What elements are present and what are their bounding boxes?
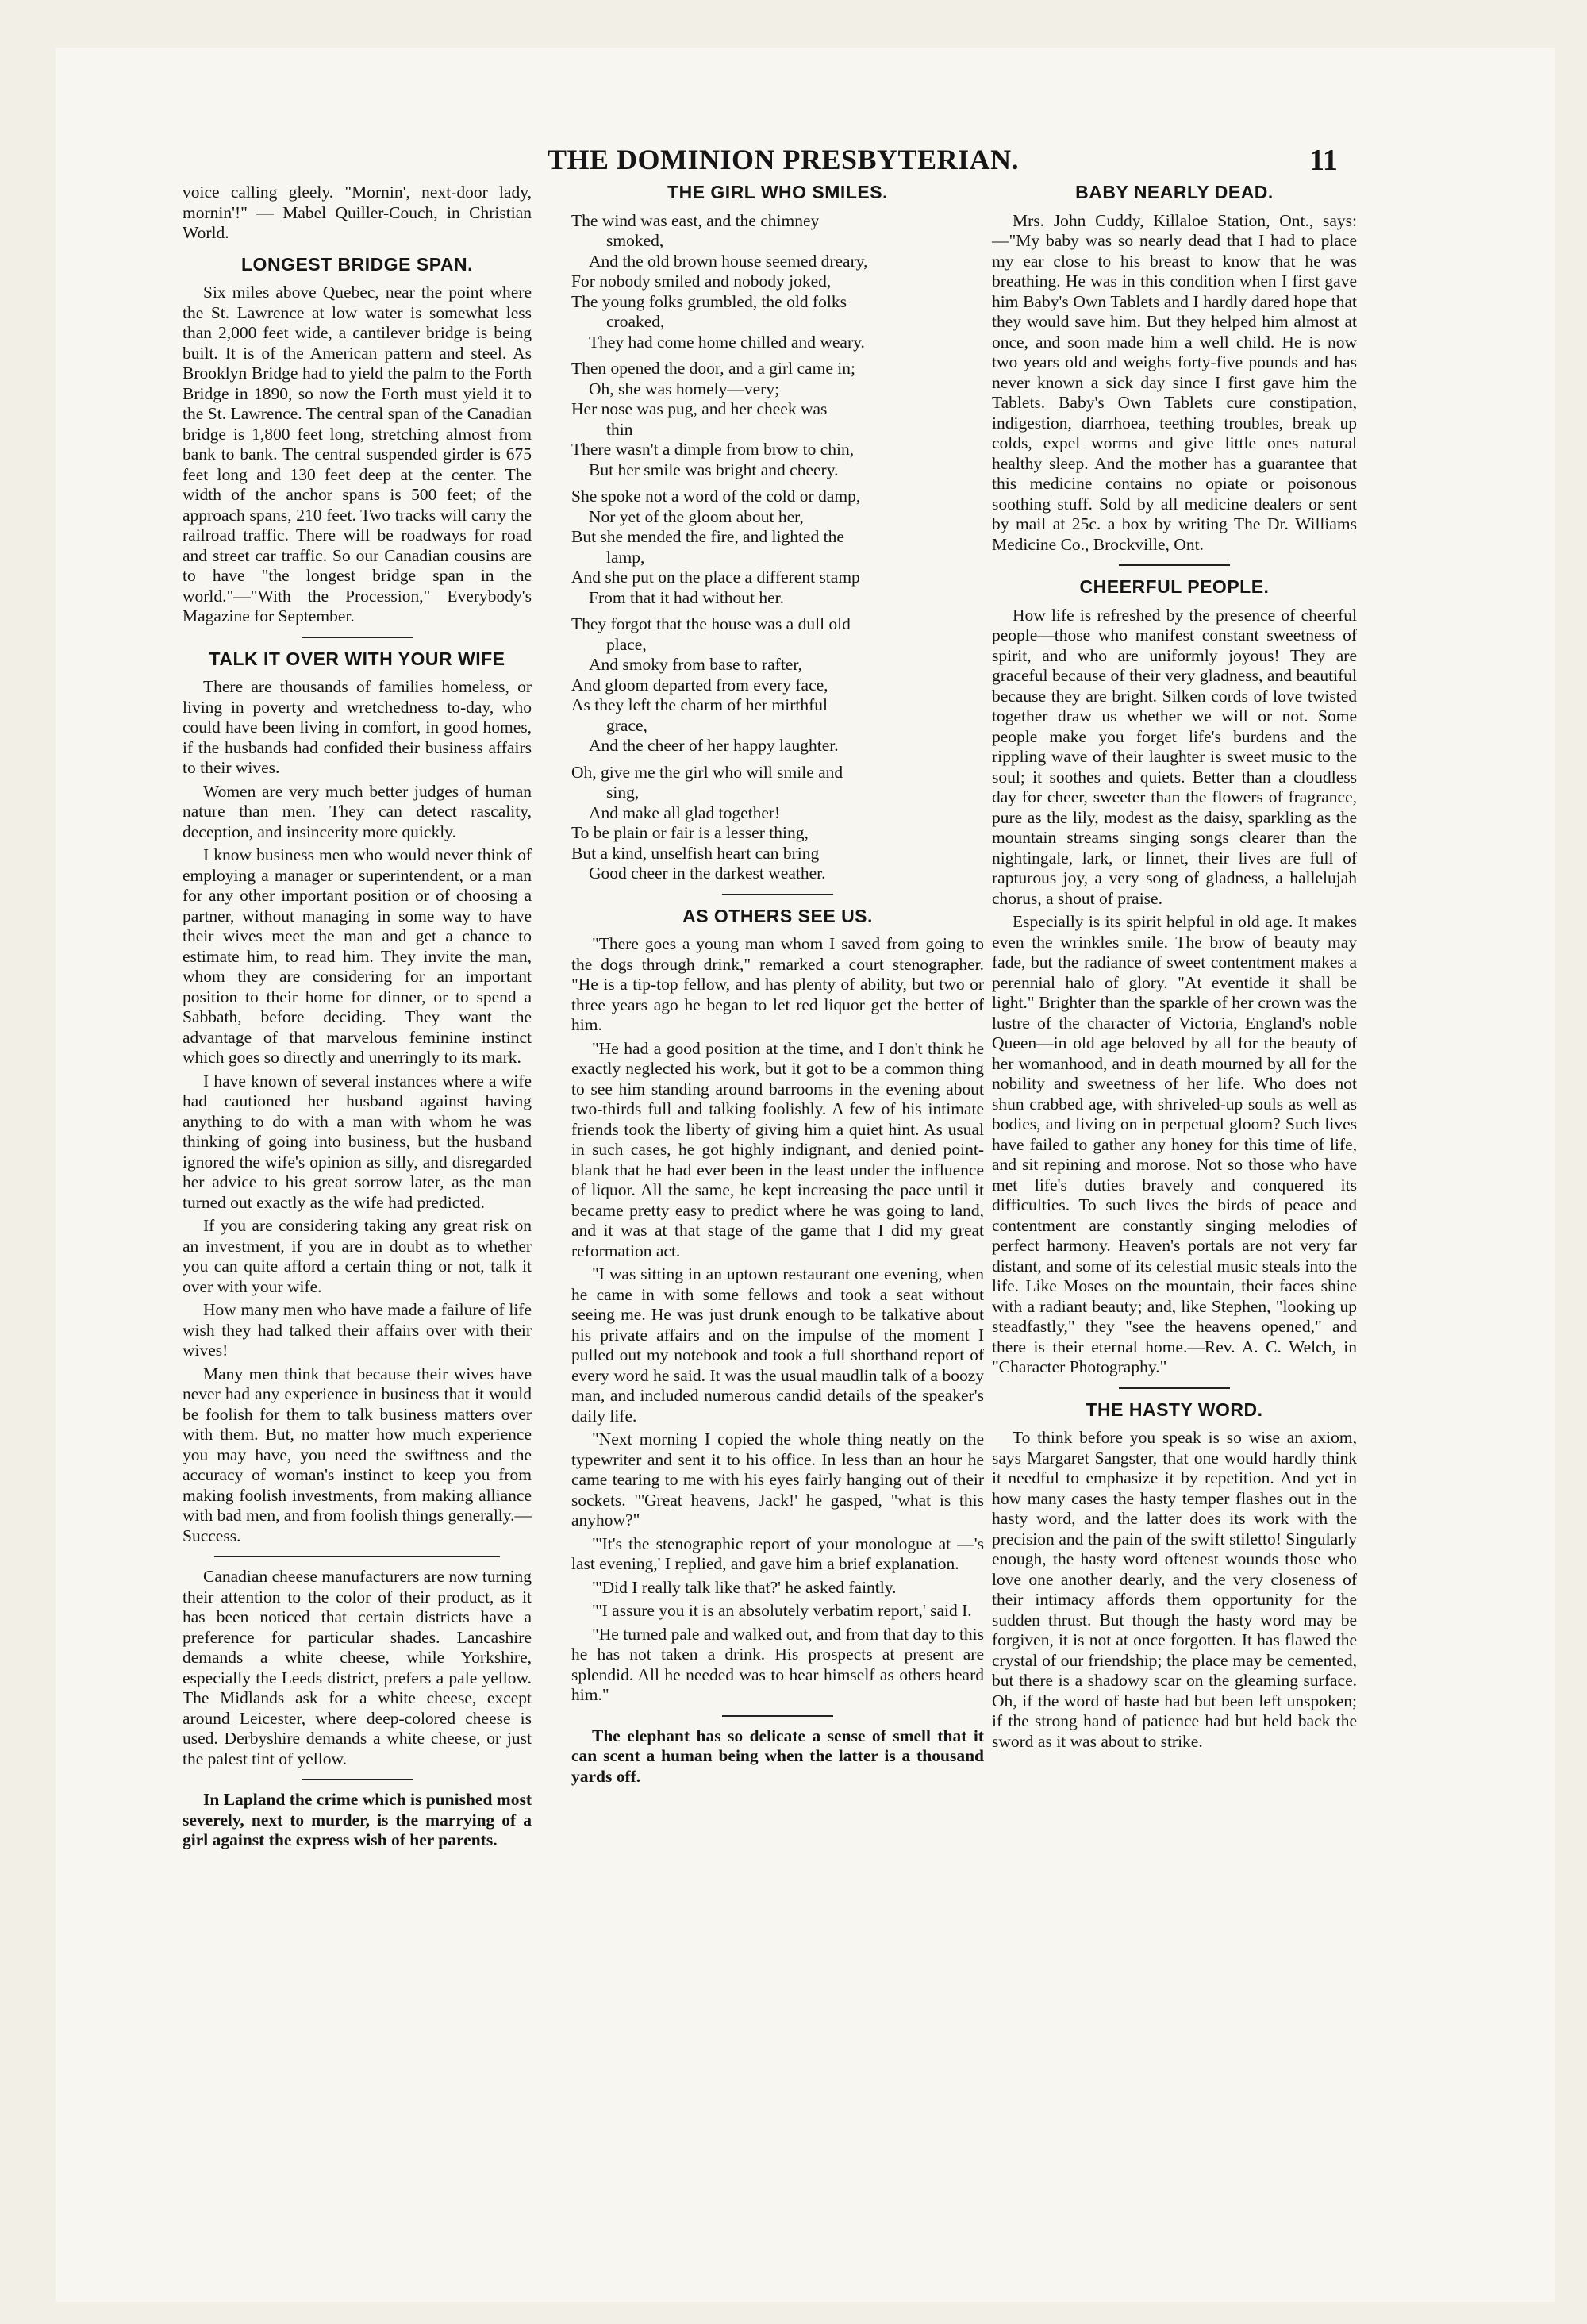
article-body-cheese: Canadian cheese manufacturers are now turning their attention to the color of their product, as it has been noticed that certain districts have a preference for particular shades. Lancashire demands a white cheese, while Yorkshire, especially the Leeds district, prefers a pale yellow. The Midlands ask for a white cheese, except around Leicester, where deep-colored cheese is used. Derbyshire demands a white cheese, or just the palest tint of yellow. — [183, 1567, 532, 1768]
poem-line: But she mended the fire, and lighted the — [571, 527, 844, 546]
poem-line: Oh, give me the girl who will smile and — [571, 762, 843, 782]
intro-text: voice calling gleely. "Mornin', next-door lady, mornin'!" — Mabel Quiller-Couch, in Christian World. — [183, 183, 532, 242]
section-divider — [1119, 1387, 1230, 1389]
publication-title: THE DOMINION PRESBYTERIAN. — [548, 144, 1020, 175]
poem-line: And the cheer of her happy laughter. — [589, 736, 839, 755]
paragraph: "'It's the stenographic report of your monologue at —'s last evening,' I replied, and gave him a brief explanation. — [571, 1533, 984, 1573]
paragraph: "There goes a young man whom I saved from going to the dogs through drink," remarked a court stenographer. "He is a tip-top fellow, and has plenty of ability, but two or three years ago he began to let red liquor get the better of him. — [571, 934, 984, 1034]
article-body-elephant: The elephant has so delicate a sense of smell that it can scent a human being when the latter is a thousand yards off. — [571, 1726, 984, 1786]
section-divider — [722, 894, 833, 895]
section-divider — [214, 1556, 500, 1557]
poem-line: Then opened the door, and a girl came in; — [571, 359, 855, 378]
paragraph: Especially is its spirit helpful in old age. It makes even the wrinkles smile. The brow of beauty may fade, but the radiance of sweet contentment makes a perennial halo of glory. "At eventide it shall be light." Brighter than the sparkle of her crown was the lustre of the character of Victoria, England's noble Queen—in old age beloved by all for the beauty of her womanhood, and in death mourned by all for the nobility and sweetness of her life. Who does not shun crabbed age, with shriveled-up souls as well as bodies, and living on in perpetual gloom? Such lives have failed to gather any honey for this time of life, and sit repining and morose. Not so those who have met life's duties bravely and conquered its difficulties. To such lives the birds of peace and contentment are constantly singing melodies of perfect harmony. Heaven's portals are not very far distant, and some of its celestial music steals into the life. Like Moses on the mountain, their faces shine with a radiant beauty; and, like Stephen, "looking up steadfastly," they "see the heavens opened," and there is their eternal home.—Rev. A. C. Welch, in "Character Photography." — [992, 912, 1357, 1376]
section-divider — [722, 1715, 833, 1717]
article-body-bridge: Six miles above Quebec, near the point where the St. Lawrence at low water is somewhat less than 2,000 feet wide, a cantilever bridge is being built. It is of the American pattern and steel. As Brooklyn Bridge had to yield the palm to the Forth Bridge in 1890, so now the Forth must yield it to the St. Lawrence. The central span of the Canadian bridge is 1,800 feet long, stretching almost from bank to bank. The central suspended girder is 675 feet long and 130 feet deep at the center. The width of the anchor spans is 500 feet; of the approach spans, 210 feet. Two tracks will carry the railroad traffic. There will be roadways for road and street car traffic. So our Canadian cousins are to have "the longest bridge span in the world."—"With the Procession," Everybody's Magazine for September. — [183, 283, 532, 625]
poem-line: Nor yet of the gloom about her, — [589, 506, 804, 526]
article-title-baby: BABY NEARLY DEAD. — [1075, 182, 1274, 202]
section-divider — [302, 637, 413, 638]
poem-line: And gloom departed from every face, — [571, 675, 828, 695]
article-body-baby: Mrs. John Cuddy, Killaloe Station, Ont., says:—"My baby was so nearly dead that I had to place my ear close to his breast to know that he was breathing. He was in this condition when I first gave him Baby's Own Tablets and I hardly dared hope that they would save him. But they helped him almost at once, and soon made him a well child. He is now two years old and weighs forty-five pounds and has never known a sick day since I first gave him the Tablets. Baby's Own Tablets cure constipation, indigestion, diarrhoea, teething troubles, break up colds, expel worms and give little ones natural healthy sleep. And the mother has a guarantee that this medicine contains no opiate or poisonous soothing stuff. Sold by all medicine dealers or sent by mail at 25c. a box by writing The Dr. Williams Medicine Co., Brockville, Ont. — [992, 210, 1357, 554]
poem-line: And make all glad together! — [589, 802, 781, 822]
article-title-smiles: THE GIRL WHO SMILES. — [667, 182, 888, 202]
paragraph: "He had a good position at the time, and I don't think he exactly neglected his work, but it got to be a common thing to see him standing around barrooms in the evening about two-thirds full and talking foolishly. A few of his intimate friends took the liberty of giving him a quiet hint. As usual in such cases, he got highly indignant, and denied point-blank that he had ever been in the least under the influence of liquor. All the same, he kept increasing the pace until it became pretty easy to predict where he was going to land, and it was at that stage of the game that I did my great reformation act. — [571, 1038, 984, 1260]
stanza-gap — [571, 756, 984, 763]
paragraph: Many men think that because their wives have never had any experience in business that it would be foolish for them to talk business matters over with them. But, no matter how much experience you may have, you need the swiftness and the accuracy of woman's instinct to keep you from making foolish investments, from making alliance with bad men, and from foolish things generally.—Success. — [183, 1364, 532, 1545]
poem-line: And the old brown house seemed dreary, — [589, 251, 868, 271]
poem-line: The young folks grumbled, the old folks — [571, 291, 847, 311]
column-2 — [571, 183, 984, 1790]
paragraph: There are thousands of families homeless, or living in poverty and wretchedness to-day, who could have been living in comfort, in good homes, if the husbands had confided their business affairs to their wives. — [183, 677, 532, 777]
poem-line: place, — [606, 634, 647, 654]
poem-line: But her smile was bright and cheery. — [589, 460, 839, 479]
poem-line: As they left the charm of her mirthful — [571, 695, 828, 714]
article-title-cheer: CHEERFUL PEOPLE. — [1079, 576, 1270, 597]
paragraph: I know business men who would never think of employing a manager or superintendent, or a man for any other important position or of choosing a partner, without managing in some way to have their wives meet the man and get a chance to estimate him, to read him. They invite the man, whom they are considering for an important position to their home for dinner, or to spend a Sabbath, before deciding. They want the advantage of that marvelous feminine instinct which goes so directly and unerringly to its mark. — [183, 845, 532, 1067]
poem-line: And she put on the place a different stamp — [571, 568, 860, 587]
column-1 — [183, 183, 532, 1854]
paragraph: "'Did I really talk like that?' he asked faintly. — [592, 1577, 897, 1597]
article-title-wife: TALK IT OVER WITH YOUR WIFE — [209, 648, 505, 669]
poem-line: Oh, she was homely—very; — [589, 379, 780, 398]
paragraph: How many men who have made a failure of life wish they had talked their affairs over with their wives! — [183, 1300, 532, 1360]
poem-line: Her nose was pug, and her cheek was — [571, 399, 828, 418]
stanza-gap — [571, 480, 984, 487]
poem-line: croaked, — [606, 312, 665, 331]
poem-line: thin — [606, 419, 633, 439]
poem — [571, 211, 984, 884]
poem-line: lamp, — [606, 547, 645, 567]
paragraph: "'I assure you it is an absolutely verbatim report,' said I. — [592, 1601, 972, 1620]
poem-line: sing, — [606, 783, 640, 802]
poem-line: From that it had without her. — [589, 587, 785, 607]
poem-line: To be plain or fair is a lesser thing, — [571, 823, 809, 842]
poem-line: They forgot that the house was a dull old — [571, 614, 851, 633]
column-3 — [992, 183, 1357, 1755]
page-number: 11 — [1309, 144, 1338, 177]
poem-line: The wind was east, and the chimney — [571, 210, 820, 230]
poem-line: She spoke not a word of the cold or damp, — [571, 487, 861, 506]
paragraph: To think before you speak is so wise an axiom, says Margaret Sangster, that one would hardly think it needful to emphasize it by repetition. And yet in how many cases the hasty temper flashes out in the hasty word, and the latter does its work with the precision and the pain of the swift stiletto! Singularly enough, the hasty word oftenest wounds those who love one another dearly, and the very closeness of their intimacy affords them opportunity for the sudden thrust. But though the hasty word may be forgiven, it is not at once forgotten. It has flawed the crystal of our friendship; the place may be cemented, but there is a shadowy scar on the gleaming surface. Oh, if the word of haste had but been left unspoken; if the strong hand of patience had but held back the sword as it was about to strike. — [992, 1428, 1357, 1751]
section-divider — [302, 1779, 413, 1780]
article-title-hasty: THE HASTY WORD. — [1086, 1399, 1263, 1420]
poem-line: But a kind, unselfish heart can bring — [571, 843, 820, 863]
stanza-gap — [571, 352, 984, 359]
poem-line: And smoky from base to rafter, — [589, 655, 803, 674]
paragraph: "I was sitting in an uptown restaurant one evening, when he came in with some fellows and took a seat without seeing me. He was just drunk enough to be talkative about his private affairs and on the impulse of the moment I pulled out my notebook and took a full shorthand report of every word he said. It was the usual maudlin talk of a boozy man, and included numerous candid details of the speaker's daily life. — [571, 1264, 984, 1426]
article-body-lapland: In Lapland the crime which is punished most severely, next to murder, is the marrying of a girl against the express wish of her parents. — [183, 1790, 532, 1849]
stanza-gap — [571, 608, 984, 614]
paragraph: "He turned pale and walked out, and from that day to this he has not taken a drink. His prospects at present are splendid. All he needed was to hear himself as others heard him." — [571, 1624, 984, 1704]
article-title-bridge: LONGEST BRIDGE SPAN. — [241, 253, 473, 275]
poem-line: grace, — [606, 715, 647, 735]
poem-line: Good cheer in the darkest weather. — [589, 864, 826, 883]
paragraph: I have known of several instances where a wife had cautioned her husband against having anything to do with a man with whom he was thinking of going into business, but the husband ignored the wife's opinion as silly, and disregarded her advice to his great sorrow later, as the man turned out exactly as the wife had predicted. — [183, 1071, 532, 1212]
poem-line: There wasn't a dimple from brow to chin, — [571, 440, 855, 459]
paragraph: Women are very much better judges of human nature than men. They can detect rascality, deception, and insincerity more quickly. — [183, 781, 532, 841]
article-title-others: AS OTHERS SEE US. — [682, 905, 873, 926]
newspaper-page — [56, 48, 1555, 2302]
paragraph: If you are considering taking any great risk on an investment, if you are in doubt as to whether you can quite afford a certain thing or not, talk it over with your wife. — [183, 1216, 532, 1296]
paragraph: "Next morning I copied the whole thing neatly on the typewriter and sent it to his office. In less than an hour he came tearing to me with his eyes fairly hanging out of their sockets. "'Great heavens, Jack!' he gasped, "what is this anyhow?" — [571, 1429, 984, 1529]
poem-line: They had come home chilled and weary. — [589, 332, 865, 352]
paragraph: How life is refreshed by the presence of cheerful people—those who manifest constant sweetness of spirit, and who are uniformly joyous! They are graceful because of their very gladness, and beautiful because they are bright. Silken cords of love twisted together draw us whether we will or not. Some people make you forget life's burdens and the rippling wave of their laughter is sweet music to the soul; it soothes and quiets. Better than a cloudless day for cheer, sweeter than the flowers of fragrance, pure as the lily, modest as the daisy, sparkling as the mountain streams singing songs clearer than the nightingale, lark, or linnet, their lives are full of rapturous joy, a very song of gladness, a hallelujah chorus, a shout of praise. — [992, 605, 1357, 908]
poem-line: For nobody smiled and nobody joked, — [571, 271, 832, 290]
section-divider — [1119, 564, 1230, 566]
poem-line: smoked, — [606, 231, 664, 250]
